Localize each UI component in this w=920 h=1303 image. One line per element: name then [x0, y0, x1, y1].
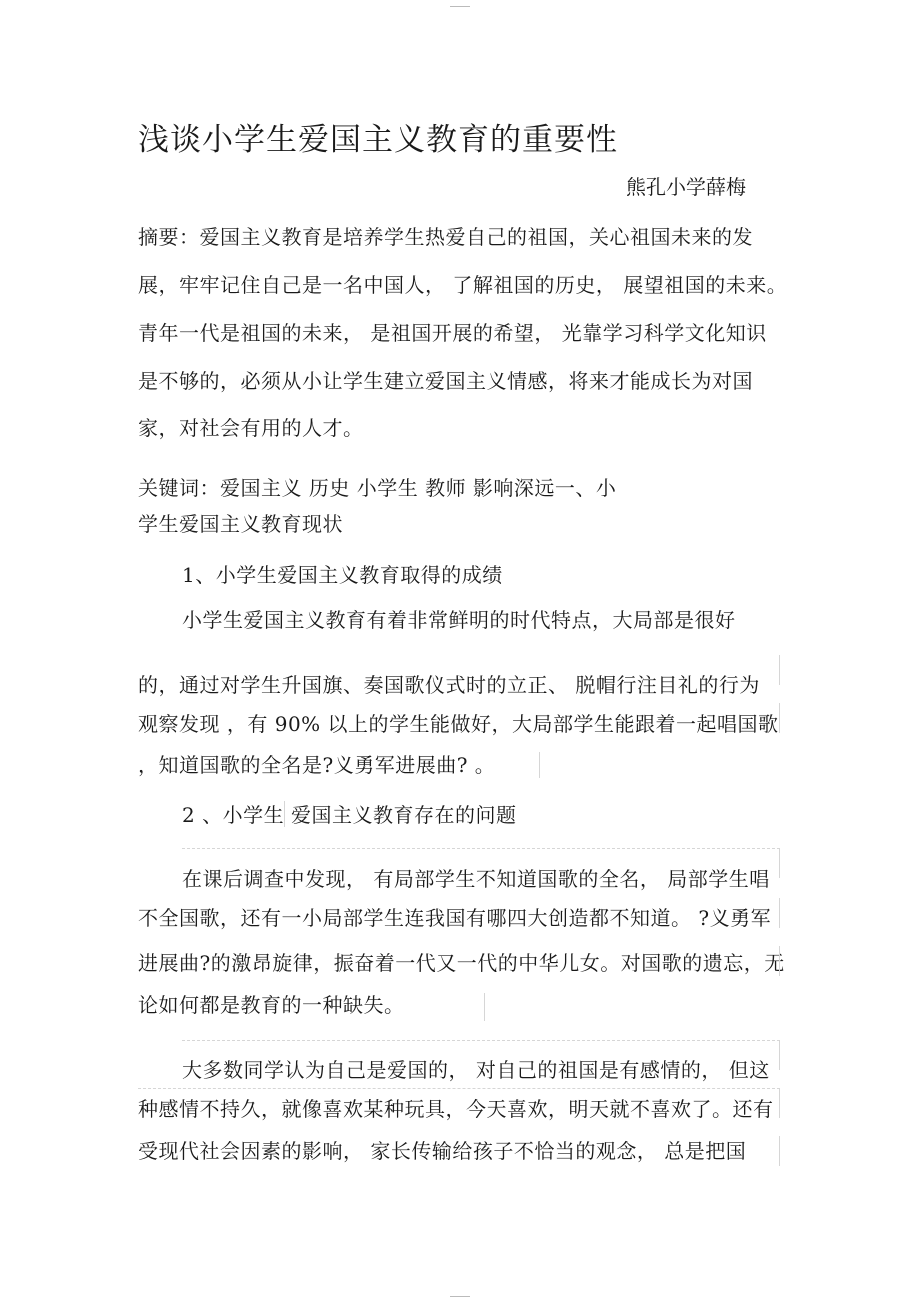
paragraph-line: 不全国歌，还有一小局部学生连我国有哪四大创造都不知道。 ?义勇军: [138, 906, 772, 930]
layout-guide-line: [779, 946, 780, 976]
layout-guide-line: [779, 1088, 780, 1118]
paragraph-line: 受现代社会因素的影响， 家长传输给孩子不恰当的观念， 总是把国: [138, 1139, 747, 1163]
paragraph-line: 小学生爱国主义教育有着非常鲜明的时代特点，大局部是很好: [182, 608, 736, 632]
paragraph-line: 种感情不持久，就像喜欢某种玩具，今天喜欢，明天就不喜欢了。还有: [138, 1097, 774, 1121]
paragraph-line: ，知道国歌的全名是?义勇军进展曲? 。: [138, 753, 496, 777]
paragraph-line: 在课后调查中发现， 有局部学生不知道国歌的全名， 局部学生唱: [182, 867, 770, 891]
layout-guide-line: [182, 848, 780, 849]
paragraph-line: 论如何都是教育的一种缺失。: [138, 993, 405, 1017]
layout-guide-line: [779, 703, 780, 733]
section-heading: 1、小学生爱国主义教育取得的成绩: [182, 563, 503, 587]
paragraph-line: 大多数同学认为自己是爱国的， 对自己的祖国是有感情的， 但这: [182, 1058, 770, 1082]
layout-guide-line: [138, 1088, 780, 1089]
page-bottom-mark: [450, 1296, 470, 1297]
keywords-line: 学生爱国主义教育现状: [138, 512, 343, 536]
abstract-line: 青年一代是祖国的未来， 是祖国开展的希望， 光靠学习科学文化知识: [138, 321, 767, 345]
paragraph-line: 观察发现 ，有 90% 以上的学生能做好，大局部学生能跟着一起唱国歌: [138, 712, 779, 736]
document-title: 浅谈小学生爱国主义教育的重要性: [138, 122, 618, 158]
abstract-line: 家，对社会有用的人才。: [138, 416, 364, 440]
keywords-line: 关键词：爱国主义 历史 小学生 教师 影响深远一、小: [138, 476, 617, 500]
layout-guide-line: [284, 801, 285, 827]
layout-guide-line: [539, 752, 540, 778]
paragraph-line: 进展曲?的激昂旋律，振奋着一代又一代的中华儿女。对国歌的遗忘，无: [138, 951, 785, 975]
layout-guide-line: [484, 993, 485, 1021]
layout-guide-line: [779, 848, 780, 878]
layout-guide-line: [182, 1040, 780, 1041]
page-top-mark: [450, 6, 470, 7]
abstract-line: 摘要：爱国主义教育是培养学生热爱自己的祖国，关心祖国未来的发: [138, 225, 753, 249]
section-heading: 2 、小学生 爱国主义教育存在的问题: [182, 803, 517, 827]
layout-guide-line: [779, 1040, 780, 1070]
layout-guide-line: [779, 1136, 780, 1166]
layout-guide-line: [779, 898, 780, 928]
layout-guide-line: [779, 655, 780, 685]
abstract-line: 是不够的，必须从小让学生建立爱国主义情感，将来才能成长为对国: [138, 369, 753, 393]
author-line: 熊孔小学薛梅: [626, 175, 746, 199]
paragraph-line: 的，通过对学生升国旗、奏国歌仪式时的立正、 脱帽行注目礼的行为: [138, 673, 760, 697]
abstract-line: 展，牢牢记住自己是一名中国人， 了解祖国的历史， 展望祖国的未来。: [138, 273, 788, 297]
